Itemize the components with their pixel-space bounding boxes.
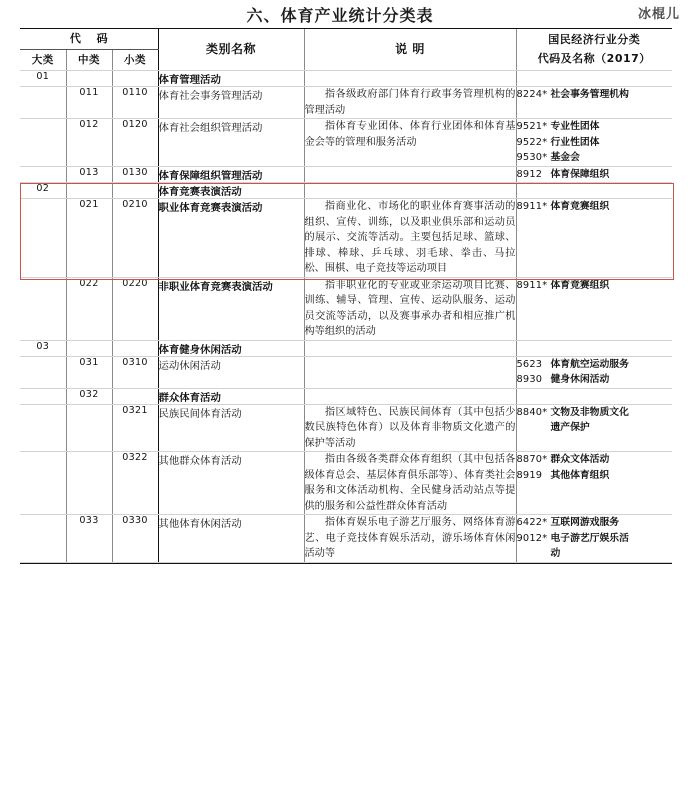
cell-minor-code: 0322	[112, 452, 158, 515]
cell-category-name: 体育社会事务管理活动	[158, 87, 304, 119]
cell-industry-codes	[516, 515, 672, 563]
cell-medium-code	[66, 71, 112, 87]
cell-industry-codes	[516, 166, 672, 183]
cell-explanation: 指体育娱乐电子游艺厅服务、网络体育游艺、电子竞技体育娱乐活动，游乐场体育休闲活动等	[304, 515, 516, 563]
cell-minor-code	[112, 183, 158, 199]
industry-name: 体育航空运动服务	[550, 358, 629, 370]
header-industry-classification	[516, 29, 672, 71]
page-title: 六、体育产业统计分类表	[246, 5, 434, 25]
industry-code: 9012*	[516, 532, 548, 544]
cell-category-name: 职业体育竞赛表演活动	[158, 199, 304, 278]
cell-medium-code: 011	[66, 87, 112, 119]
industry-code: 8911*	[516, 201, 548, 212]
cell-major-code: 03	[20, 340, 66, 356]
table-row	[20, 340, 672, 356]
industry-code: 8870*	[516, 454, 548, 465]
industry-code-entry	[517, 452, 673, 468]
table-row	[20, 87, 672, 119]
industry-code-entry	[517, 135, 673, 151]
industry-code-entry	[517, 278, 673, 294]
industry-code-entry	[517, 515, 673, 531]
cell-major-code	[20, 166, 66, 183]
table-header	[20, 29, 672, 71]
table-row	[20, 71, 672, 87]
cell-explanation: 指各级政府部门体育行政事务管理机构的管理活动	[304, 87, 516, 119]
industry-name: 健身休闲活动	[550, 374, 610, 385]
industry-code: 6422*	[516, 517, 548, 528]
cell-industry-codes	[516, 404, 672, 452]
industry-code: 8840*	[516, 406, 548, 418]
industry-code: 8224*	[516, 89, 548, 100]
industry-name: 行业性团体	[550, 136, 600, 148]
cell-major-code	[20, 87, 66, 119]
cell-medium-code: 033	[66, 515, 112, 563]
cell-medium-code: 032	[66, 388, 112, 404]
table-row	[20, 166, 672, 183]
cell-category-name: 体育管理活动	[158, 71, 304, 87]
cell-explanation: 指区域特色、民族民间体育（其中包括少数民族特色体育）以及体育非物质文化遗产的保护等活动	[304, 404, 516, 452]
cell-explanation: 指体育专业团体、体育行业团体和体育基金会等的管理和服务活动	[304, 119, 516, 167]
industry-code-entry	[517, 468, 673, 484]
table-row	[20, 404, 672, 452]
cell-category-name: 运动休闲活动	[158, 356, 304, 388]
cell-minor-code: 0310	[112, 356, 158, 388]
table-row	[20, 199, 672, 278]
industry-name: 基金会	[550, 152, 580, 163]
industry-code-entry	[517, 87, 673, 103]
industry-name: 文物及非物质文化	[550, 406, 629, 418]
header-code-group: 代 码	[20, 29, 158, 50]
table-body	[20, 71, 672, 563]
header-industry-line1: 国民经济行业分类	[548, 33, 641, 46]
cell-explanation	[304, 388, 516, 404]
header-major-class: 大类	[20, 50, 66, 71]
industry-code-entry	[517, 357, 673, 373]
industry-code-entry	[517, 372, 673, 388]
cell-major-code	[20, 199, 66, 278]
cell-explanation: 指由各级各类群众体育组织（其中包括各级体育总会、基层体育俱乐部等）、体育类社会服务和文体活动机构、全民健身活动站点等提供的服务和公益性群众体育活动	[304, 452, 516, 515]
cell-major-code	[20, 356, 66, 388]
cell-category-name: 体育保障组织管理活动	[158, 166, 304, 183]
cell-explanation	[304, 340, 516, 356]
industry-name: 其他体育组织	[550, 469, 610, 481]
cell-medium-code	[66, 404, 112, 452]
header-category-name: 类别名称	[158, 29, 304, 71]
cell-minor-code: 0120	[112, 119, 158, 167]
cell-medium-code: 022	[66, 277, 112, 340]
cell-industry-codes	[516, 183, 672, 199]
cell-medium-code	[66, 452, 112, 515]
cell-explanation: 指非职业化的专业或业余运动项目比赛、训练、辅导、管理、宣传、运动队服务、运动员交流等活动，以及赛事承办者和相应推广机构等组织的活动	[304, 277, 516, 340]
industry-code-entry	[517, 531, 673, 547]
industry-code-entry	[517, 167, 673, 183]
header-industry-line2: 代码及名称（2017）	[537, 52, 651, 65]
industry-name: 体育竞赛组织	[550, 201, 610, 212]
cell-category-name: 民族民间体育活动	[158, 404, 304, 452]
cell-minor-code: 0220	[112, 277, 158, 340]
industry-code: 9521*	[516, 121, 548, 132]
table-wrap	[20, 28, 672, 564]
industry-code-entry	[517, 150, 673, 166]
sports-industry-classification-table	[20, 29, 672, 563]
industry-name: 社会事务管理机构	[550, 89, 629, 100]
cell-explanation	[304, 166, 516, 183]
cell-minor-code: 0130	[112, 166, 158, 183]
cell-category-name: 体育社会组织管理活动	[158, 119, 304, 167]
cell-industry-codes	[516, 71, 672, 87]
cell-industry-codes	[516, 199, 672, 278]
header-medium-class: 中类	[66, 50, 112, 71]
industry-code: 9522*	[516, 136, 548, 148]
cell-minor-code: 0210	[112, 199, 158, 278]
industry-code: 8911*	[516, 279, 548, 291]
cell-industry-codes	[516, 119, 672, 167]
industry-name: 互联网游戏服务	[550, 517, 620, 528]
table-row	[20, 119, 672, 167]
cell-major-code	[20, 388, 66, 404]
cell-industry-codes	[516, 452, 672, 515]
industry-name-continued: 遗产保护	[550, 422, 590, 433]
cell-industry-codes	[516, 356, 672, 388]
table-row	[20, 515, 672, 563]
cell-minor-code	[112, 71, 158, 87]
cell-minor-code: 0110	[112, 87, 158, 119]
cell-category-name: 其他群众体育活动	[158, 452, 304, 515]
industry-code: 8912	[516, 168, 543, 180]
table-row	[20, 452, 672, 515]
cell-minor-code: 0330	[112, 515, 158, 563]
cell-medium-code	[66, 183, 112, 199]
industry-name: 体育保障组织	[550, 168, 610, 180]
cell-minor-code	[112, 388, 158, 404]
cell-explanation: 指商业化、市场化的职业体育赛事活动的组织、宣传、训练，以及职业俱乐部和运动员的展示、交流等活动。主要包括足球、篮球、排球、棒球、乒乓球、羽毛球、拳击、马拉松、围棋、电子竞技等运动项目	[304, 199, 516, 278]
industry-code-entry	[517, 199, 673, 215]
cell-minor-code	[112, 340, 158, 356]
industry-name: 体育竞赛组织	[550, 279, 610, 291]
cell-explanation	[304, 71, 516, 87]
table-row	[20, 388, 672, 404]
cell-category-name: 群众体育活动	[158, 388, 304, 404]
header-explanation: 说 明	[304, 29, 516, 71]
industry-name: 电子游艺厅娱乐活	[550, 532, 629, 544]
cell-major-code	[20, 119, 66, 167]
cell-major-code: 02	[20, 183, 66, 199]
cell-major-code	[20, 515, 66, 563]
cell-industry-codes	[516, 388, 672, 404]
table-row	[20, 277, 672, 340]
industry-code: 8930	[516, 374, 543, 385]
industry-code: 8919	[516, 469, 543, 481]
cell-medium-code: 021	[66, 199, 112, 278]
cell-industry-codes	[516, 340, 672, 356]
industry-code-entry	[517, 119, 673, 135]
cell-major-code	[20, 404, 66, 452]
cell-minor-code: 0321	[112, 404, 158, 452]
table-row	[20, 356, 672, 388]
cell-explanation	[304, 183, 516, 199]
cell-category-name: 体育竞赛表演活动	[158, 183, 304, 199]
cell-medium-code	[66, 340, 112, 356]
cell-industry-codes	[516, 277, 672, 340]
cell-major-code	[20, 277, 66, 340]
watermark: 冰棍儿	[637, 7, 680, 22]
title-row	[0, 0, 690, 28]
cell-medium-code: 031	[66, 356, 112, 388]
industry-name: 群众文体活动	[550, 454, 610, 465]
cell-major-code: 01	[20, 71, 66, 87]
industry-code: 9530*	[516, 152, 548, 163]
cell-medium-code: 013	[66, 166, 112, 183]
cell-category-name: 体育健身休闲活动	[158, 340, 304, 356]
industry-name: 专业性团体	[550, 121, 600, 132]
cell-category-name: 其他体育休闲活动	[158, 515, 304, 563]
cell-category-name: 非职业体育竞赛表演活动	[158, 277, 304, 340]
industry-code-entry	[517, 405, 673, 421]
cell-medium-code: 012	[66, 119, 112, 167]
table-row	[20, 183, 672, 199]
industry-name-continued: 动	[550, 548, 561, 559]
cell-major-code	[20, 452, 66, 515]
cell-explanation	[304, 356, 516, 388]
cell-industry-codes	[516, 87, 672, 119]
header-minor-class: 小类	[112, 50, 158, 71]
industry-code: 5623	[516, 358, 543, 370]
